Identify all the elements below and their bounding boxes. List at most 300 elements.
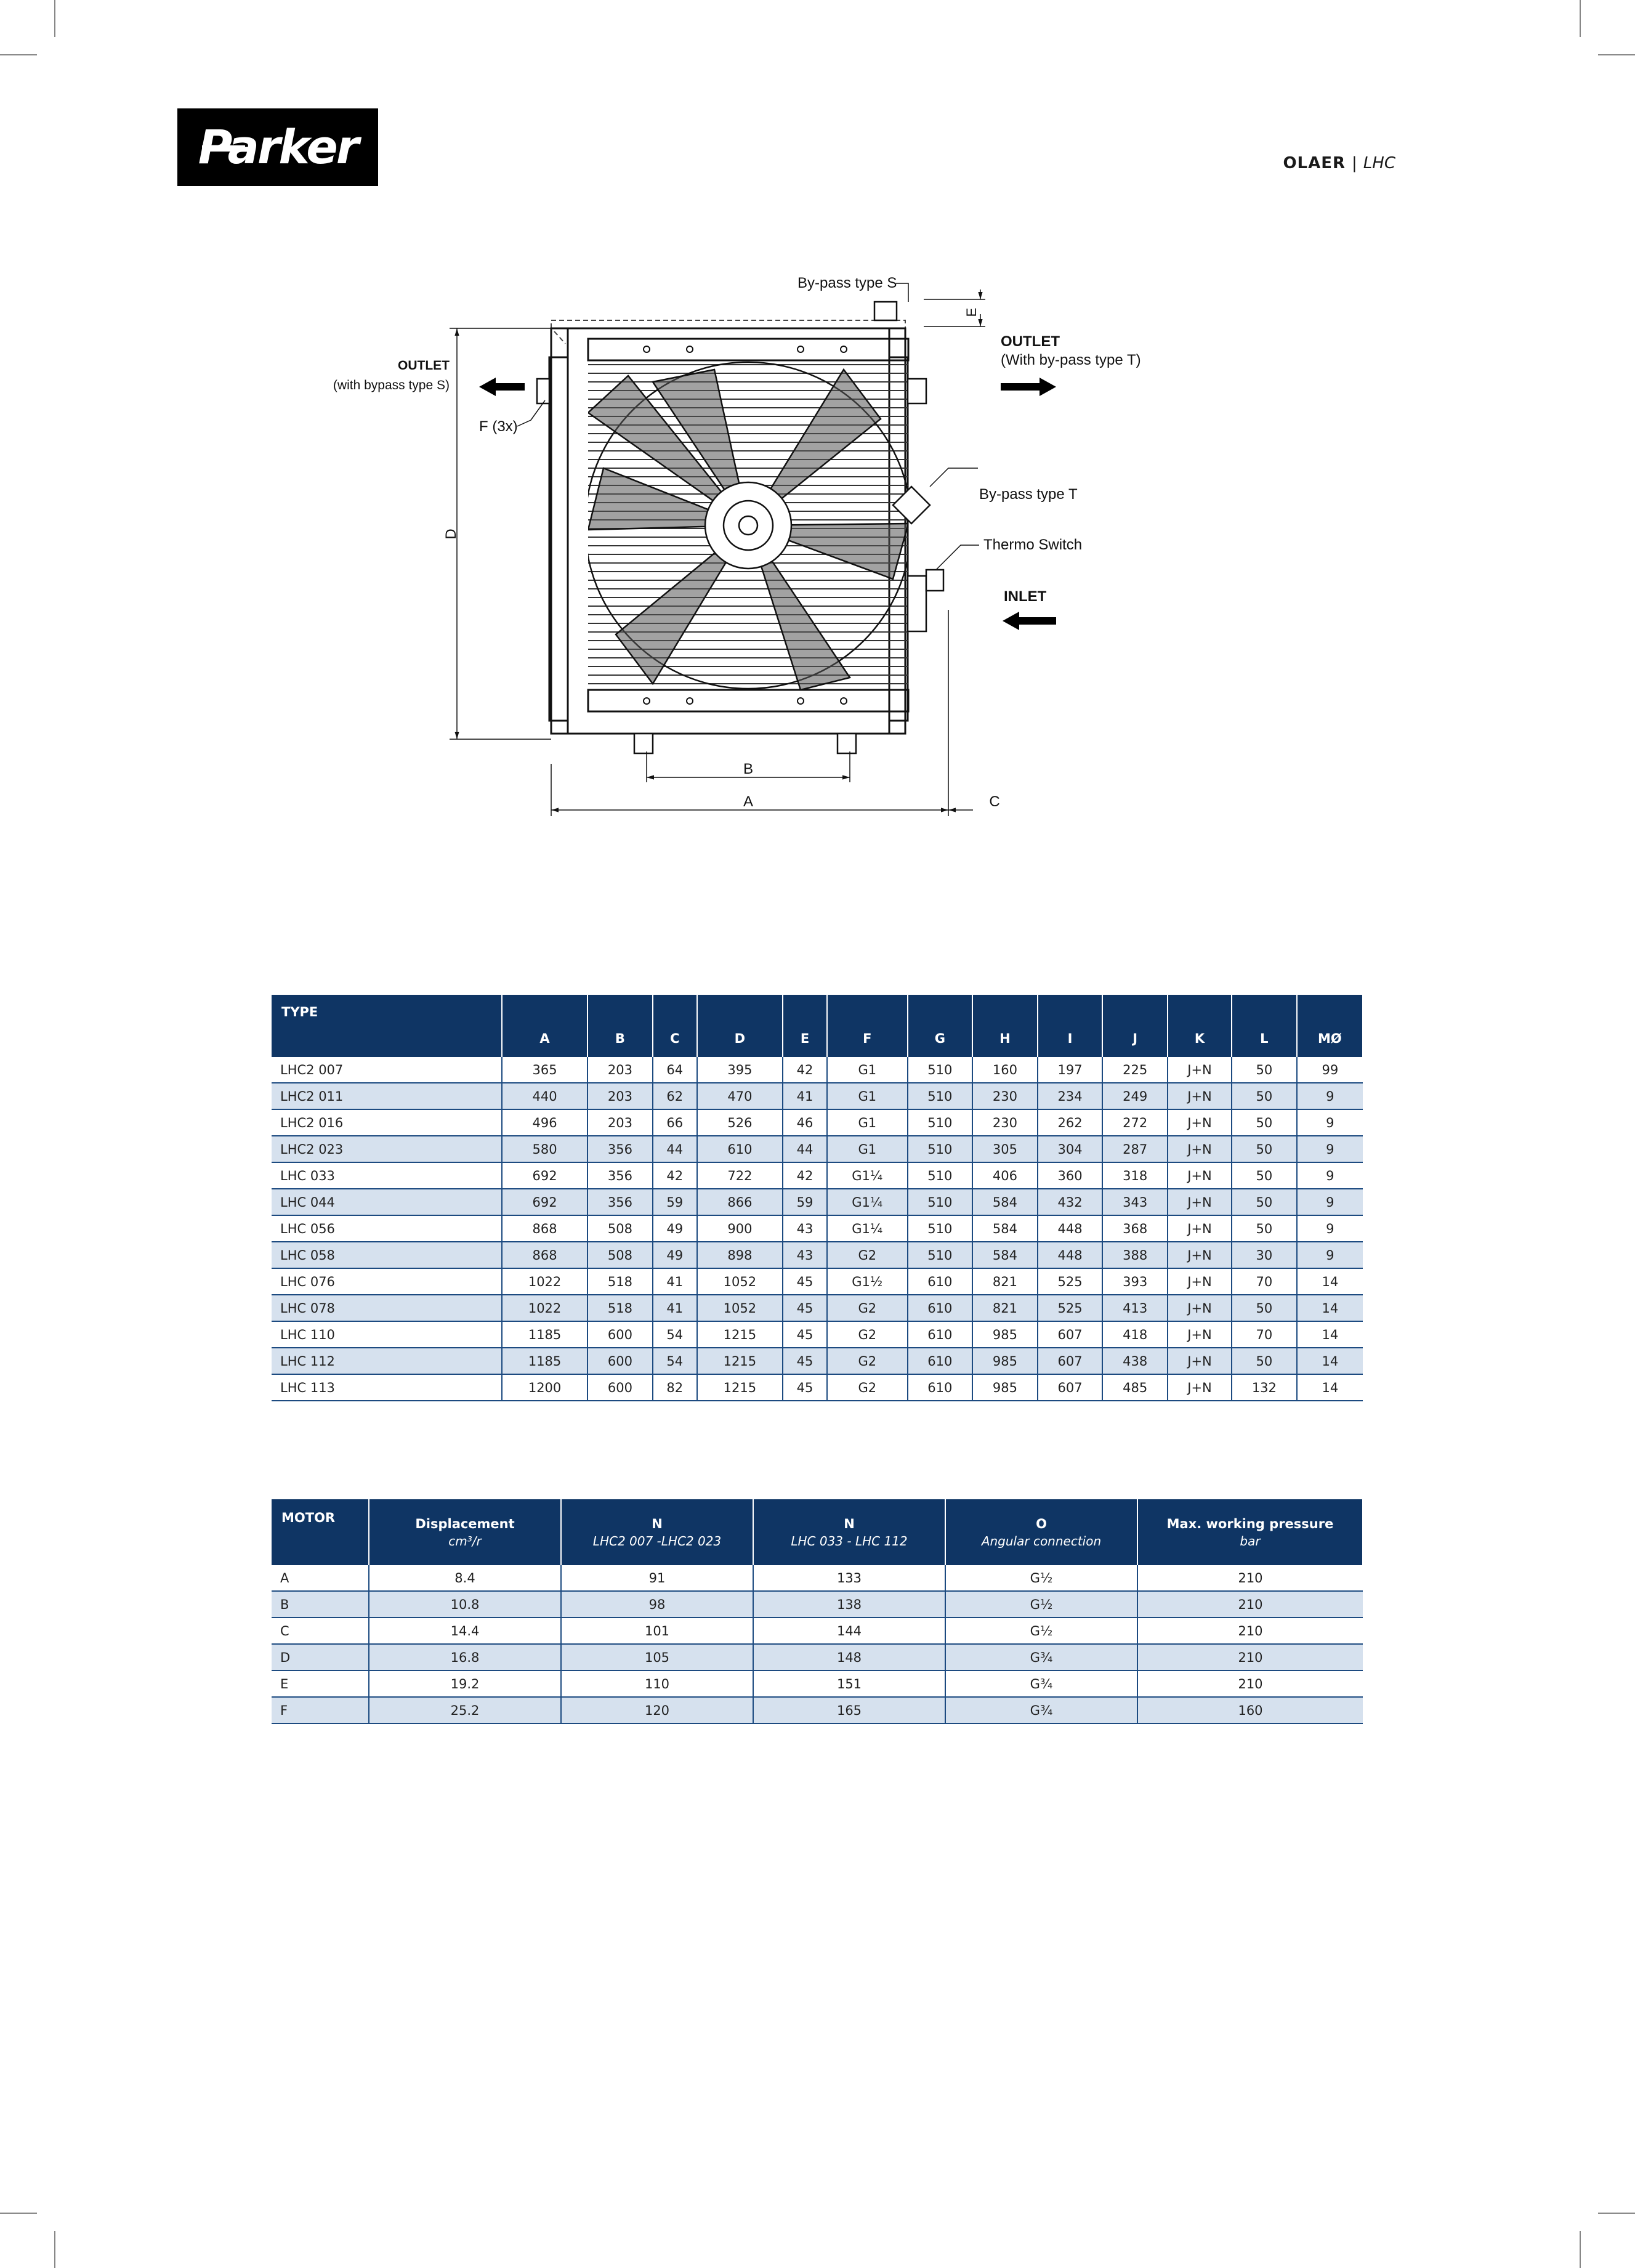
table-cell: G2	[827, 1348, 907, 1374]
table-cell: 496	[502, 1109, 587, 1136]
table-row	[272, 1697, 1363, 1723]
table-cell: 518	[587, 1268, 653, 1295]
table-cell: 203	[587, 1083, 653, 1109]
motor-table	[272, 1499, 1363, 1724]
table-cell: 82	[653, 1374, 697, 1401]
table-cell: 54	[653, 1321, 697, 1348]
table-cell: 105	[561, 1644, 753, 1671]
table-cell: 9	[1297, 1162, 1363, 1189]
table-cell: 510	[908, 1083, 973, 1109]
table-cell: G¾	[945, 1697, 1137, 1723]
table-cell: 580	[502, 1136, 587, 1162]
table-cell: 45	[783, 1348, 827, 1374]
table-cell: G2	[827, 1374, 907, 1401]
header-separator: |	[1352, 154, 1357, 172]
crop-mark	[1580, 2231, 1581, 2268]
table-cell: 42	[783, 1162, 827, 1189]
table-cell: 395	[697, 1057, 783, 1083]
table-cell: 722	[697, 1162, 783, 1189]
table-cell: 356	[587, 1136, 653, 1162]
table-cell: 448	[1038, 1215, 1103, 1242]
table-cell: 406	[972, 1162, 1038, 1189]
table-cell: J+N	[1168, 1162, 1232, 1189]
table-cell: G½	[945, 1565, 1137, 1591]
table-cell: 438	[1102, 1348, 1168, 1374]
table-cell: 110	[561, 1671, 753, 1697]
product-name: LHC	[1363, 154, 1395, 172]
table-cell: 14	[1297, 1295, 1363, 1321]
col-header-k: K	[1168, 995, 1232, 1057]
cooler-technical-drawing	[308, 259, 1141, 825]
table-cell: 99	[1297, 1057, 1363, 1083]
page-header	[1283, 154, 1395, 172]
dim-a-label: A	[743, 793, 754, 810]
col-header-f: F	[827, 995, 907, 1057]
table-cell: 900	[697, 1215, 783, 1242]
table-cell: 518	[587, 1295, 653, 1321]
inlet-label: INLET	[1004, 588, 1047, 605]
table-cell: J+N	[1168, 1295, 1232, 1321]
table-row	[272, 1109, 1363, 1136]
table-cell: 360	[1038, 1162, 1103, 1189]
table-cell: 230	[972, 1083, 1038, 1109]
col-header-sub: Angular connection	[981, 1533, 1102, 1549]
table-cell: 54	[653, 1348, 697, 1374]
outlet-left-sub: (with bypass type S)	[333, 378, 450, 392]
table-cell: 144	[753, 1618, 945, 1644]
table-cell: 210	[1137, 1644, 1363, 1671]
table-cell: 230	[972, 1109, 1038, 1136]
table-cell: 610	[908, 1321, 973, 1348]
inlet-arrow	[1003, 612, 1056, 630]
col-header-i: I	[1038, 995, 1103, 1057]
col-header-n1	[561, 1499, 753, 1565]
col-header-o	[945, 1499, 1137, 1565]
table-cell: 45	[783, 1295, 827, 1321]
table-cell: 1215	[697, 1374, 783, 1401]
table-row	[272, 1671, 1363, 1697]
table-cell: J+N	[1168, 1057, 1232, 1083]
table-cell: LHC 044	[272, 1189, 502, 1215]
table-cell: 866	[697, 1189, 783, 1215]
col-header-sub: cm³/r	[448, 1533, 482, 1549]
table-cell: 45	[783, 1374, 827, 1401]
table-cell: 610	[908, 1348, 973, 1374]
table-row	[272, 1242, 1363, 1268]
crop-mark	[0, 2213, 37, 2214]
table-cell: 10.8	[369, 1591, 561, 1618]
table-cell: 43	[783, 1242, 827, 1268]
table-cell: G1¼	[827, 1215, 907, 1242]
table-cell: 151	[753, 1671, 945, 1697]
table-cell: 898	[697, 1242, 783, 1268]
table-cell: 50	[1232, 1215, 1297, 1242]
col-header-e: E	[783, 995, 827, 1057]
table-row	[272, 1057, 1363, 1083]
col-header-motor	[272, 1499, 369, 1565]
table-cell: LHC2 023	[272, 1136, 502, 1162]
table-cell: A	[272, 1565, 369, 1591]
table-cell: G¾	[945, 1671, 1137, 1697]
bypass-t-label: By-pass type T	[979, 486, 1078, 503]
table-cell: 1185	[502, 1348, 587, 1374]
table-cell: 148	[753, 1644, 945, 1671]
col-header-b: B	[587, 995, 653, 1057]
table-cell: G1	[827, 1109, 907, 1136]
table-cell: 510	[908, 1109, 973, 1136]
col-header-title: N	[844, 1516, 855, 1531]
dim-b-label: B	[743, 761, 754, 777]
table-cell: 132	[1232, 1374, 1297, 1401]
table-cell: 318	[1102, 1162, 1168, 1189]
table-cell: 14	[1297, 1321, 1363, 1348]
table-cell: 234	[1038, 1083, 1103, 1109]
table-cell: 1022	[502, 1268, 587, 1295]
table-row	[272, 1591, 1363, 1618]
table-cell: 70	[1232, 1321, 1297, 1348]
table-cell: 9	[1297, 1215, 1363, 1242]
col-header-title: O	[1036, 1516, 1047, 1531]
table-row	[272, 1083, 1363, 1109]
table-cell: 165	[753, 1697, 945, 1723]
table-cell: 525	[1038, 1295, 1103, 1321]
col-header-a: A	[502, 995, 587, 1057]
crop-mark	[0, 54, 37, 55]
table-cell: 432	[1038, 1189, 1103, 1215]
table-cell: 14	[1297, 1348, 1363, 1374]
f-label: F (3x)	[479, 418, 518, 435]
table-cell: 203	[587, 1109, 653, 1136]
table-cell: 9	[1297, 1242, 1363, 1268]
table-cell: G½	[945, 1591, 1137, 1618]
logo-text: Parker	[198, 119, 358, 174]
table-cell: 50	[1232, 1162, 1297, 1189]
table-cell: 210	[1137, 1671, 1363, 1697]
table-cell: 610	[908, 1295, 973, 1321]
table-cell: D	[272, 1644, 369, 1671]
table-cell: 448	[1038, 1242, 1103, 1268]
table-cell: G1¼	[827, 1189, 907, 1215]
table-row	[272, 1136, 1363, 1162]
thermo-switch-label: Thermo Switch	[983, 537, 1083, 553]
table-cell: 16.8	[369, 1644, 561, 1671]
col-header-displacement	[369, 1499, 561, 1565]
table-cell: LHC 056	[272, 1215, 502, 1242]
table-cell: 46	[783, 1109, 827, 1136]
col-header-type: TYPE	[272, 995, 502, 1057]
table-cell: 510	[908, 1057, 973, 1083]
col-header-sub: LHC2 007 -LHC2 023	[592, 1533, 722, 1549]
table-cell: J+N	[1168, 1242, 1232, 1268]
table-cell: 985	[972, 1374, 1038, 1401]
table-cell: J+N	[1168, 1083, 1232, 1109]
table-cell: G1	[827, 1136, 907, 1162]
table-cell: 41	[783, 1083, 827, 1109]
table-cell: 225	[1102, 1057, 1168, 1083]
table-cell: 30	[1232, 1242, 1297, 1268]
dim-e-label: E	[964, 307, 979, 317]
outlet-right-arrow	[1001, 378, 1056, 396]
table-row	[272, 1644, 1363, 1671]
table-cell: 14	[1297, 1268, 1363, 1295]
parker-logo	[177, 108, 378, 186]
table-cell: C	[272, 1618, 369, 1644]
table-cell: 1185	[502, 1321, 587, 1348]
col-header-title: Max. working pressure	[1166, 1516, 1334, 1531]
table-cell: 610	[697, 1136, 783, 1162]
table-cell: 249	[1102, 1083, 1168, 1109]
table-cell: 210	[1137, 1618, 1363, 1644]
col-header-m: MØ	[1297, 995, 1363, 1057]
table-cell: 985	[972, 1348, 1038, 1374]
table-cell: 343	[1102, 1189, 1168, 1215]
table-cell: 49	[653, 1215, 697, 1242]
table-cell: 418	[1102, 1321, 1168, 1348]
bypass-s-label: By-pass type S	[797, 275, 897, 291]
col-header-title: N	[652, 1516, 663, 1531]
table-cell: 607	[1038, 1321, 1103, 1348]
table-cell: 1215	[697, 1321, 783, 1348]
motor-header-row	[272, 1499, 1363, 1565]
table-cell: 45	[783, 1268, 827, 1295]
table-cell: 305	[972, 1136, 1038, 1162]
table-cell: J+N	[1168, 1136, 1232, 1162]
table-cell: G1	[827, 1057, 907, 1083]
table-cell: 510	[908, 1215, 973, 1242]
outlet-left-arrow	[479, 378, 525, 396]
col-header-title: MOTOR	[281, 1510, 336, 1525]
table-cell: 1200	[502, 1374, 587, 1401]
table-cell: LHC 033	[272, 1162, 502, 1189]
table-cell: 160	[972, 1057, 1038, 1083]
table-cell: 510	[908, 1162, 973, 1189]
col-header-h: H	[972, 995, 1038, 1057]
table-cell: 64	[653, 1057, 697, 1083]
table-cell: G½	[945, 1618, 1137, 1644]
col-header-j: J	[1102, 995, 1168, 1057]
table-cell: LHC 076	[272, 1268, 502, 1295]
table-cell: 368	[1102, 1215, 1168, 1242]
table-cell: 1022	[502, 1295, 587, 1321]
table-cell: 393	[1102, 1268, 1168, 1295]
table-cell: 584	[972, 1189, 1038, 1215]
table-cell: 19.2	[369, 1671, 561, 1697]
table-cell: 607	[1038, 1348, 1103, 1374]
table-cell: 42	[783, 1057, 827, 1083]
table-cell: G1	[827, 1083, 907, 1109]
table-cell: 821	[972, 1295, 1038, 1321]
col-header-title: Displacement	[415, 1516, 515, 1531]
table-cell: 14.4	[369, 1618, 561, 1644]
table-cell: G¾	[945, 1644, 1137, 1671]
table-cell: 485	[1102, 1374, 1168, 1401]
table-cell: E	[272, 1671, 369, 1697]
table-cell: 50	[1232, 1109, 1297, 1136]
table-cell: 43	[783, 1215, 827, 1242]
table-cell: 388	[1102, 1242, 1168, 1268]
dimensions-table	[272, 995, 1363, 1401]
table-row	[272, 1618, 1363, 1644]
crop-mark	[1580, 0, 1581, 37]
table-row	[272, 1268, 1363, 1295]
table-cell: 262	[1038, 1109, 1103, 1136]
col-header-sub: bar	[1240, 1533, 1261, 1549]
col-header-g: G	[908, 995, 973, 1057]
table-cell: 133	[753, 1565, 945, 1591]
table-cell: 600	[587, 1321, 653, 1348]
col-header-d: D	[697, 995, 783, 1057]
table-cell: 9	[1297, 1136, 1363, 1162]
table-cell: 272	[1102, 1109, 1168, 1136]
table-cell: 91	[561, 1565, 753, 1591]
table-cell: 821	[972, 1268, 1038, 1295]
brand-name: OLAER	[1283, 154, 1346, 172]
table-cell: 1215	[697, 1348, 783, 1374]
table-cell: 14	[1297, 1374, 1363, 1401]
table-cell: 304	[1038, 1136, 1103, 1162]
table-cell: 610	[908, 1268, 973, 1295]
table-cell: 50	[1232, 1083, 1297, 1109]
table-cell: 98	[561, 1591, 753, 1618]
table-cell: 50	[1232, 1136, 1297, 1162]
table-cell: LHC 078	[272, 1295, 502, 1321]
table-cell: 356	[587, 1189, 653, 1215]
table-cell: 197	[1038, 1057, 1103, 1083]
crop-mark	[54, 0, 55, 37]
table-cell: G2	[827, 1321, 907, 1348]
table-cell: 525	[1038, 1268, 1103, 1295]
bypass-dashed-outline	[551, 320, 905, 344]
crop-mark	[54, 2231, 55, 2268]
table-cell: LHC 058	[272, 1242, 502, 1268]
table-cell: 584	[972, 1215, 1038, 1242]
table-row	[272, 1321, 1363, 1348]
table-cell: 203	[587, 1057, 653, 1083]
table-cell: 692	[502, 1189, 587, 1215]
col-header-sub: LHC 033 - LHC 112	[791, 1533, 908, 1549]
table-cell: 1052	[697, 1295, 783, 1321]
table-cell: 287	[1102, 1136, 1168, 1162]
table-cell: 59	[653, 1189, 697, 1215]
outlet-right-sub: (With by-pass type T)	[1001, 352, 1141, 368]
table-cell: 62	[653, 1083, 697, 1109]
table-row	[272, 1162, 1363, 1189]
motor-table-body	[272, 1565, 1363, 1723]
col-header-pressure	[1137, 1499, 1363, 1565]
table-cell: 365	[502, 1057, 587, 1083]
table-cell: 42	[653, 1162, 697, 1189]
table-cell: J+N	[1168, 1109, 1232, 1136]
table-row	[272, 1374, 1363, 1401]
table-cell: 607	[1038, 1374, 1103, 1401]
table-cell: 50	[1232, 1295, 1297, 1321]
dims-header-row	[272, 995, 1363, 1057]
table-cell: LHC 110	[272, 1321, 502, 1348]
table-cell: J+N	[1168, 1348, 1232, 1374]
table-cell: 600	[587, 1374, 653, 1401]
table-cell: LHC2 016	[272, 1109, 502, 1136]
outlet-right-title: OUTLET	[1001, 333, 1060, 350]
table-cell: 8.4	[369, 1565, 561, 1591]
table-cell: G2	[827, 1295, 907, 1321]
col-header-c: C	[653, 995, 697, 1057]
table-cell: 70	[1232, 1268, 1297, 1295]
table-cell: J+N	[1168, 1189, 1232, 1215]
table-cell: 508	[587, 1215, 653, 1242]
table-cell: LHC 112	[272, 1348, 502, 1374]
table-cell: 50	[1232, 1189, 1297, 1215]
table-cell: 356	[587, 1162, 653, 1189]
table-cell: G2	[827, 1242, 907, 1268]
table-cell: 66	[653, 1109, 697, 1136]
table-cell: 9	[1297, 1083, 1363, 1109]
table-cell: G1½	[827, 1268, 907, 1295]
table-cell: 510	[908, 1242, 973, 1268]
table-cell: B	[272, 1591, 369, 1618]
table-cell: 25.2	[369, 1697, 561, 1723]
dims-table-body	[272, 1057, 1363, 1401]
table-cell: 868	[502, 1215, 587, 1242]
table-cell: 50	[1232, 1057, 1297, 1083]
table-cell: 868	[502, 1242, 587, 1268]
table-row	[272, 1565, 1363, 1591]
col-header-l: L	[1232, 995, 1297, 1057]
table-cell: 160	[1137, 1697, 1363, 1723]
table-row	[272, 1189, 1363, 1215]
table-cell: 210	[1137, 1591, 1363, 1618]
table-cell: 101	[561, 1618, 753, 1644]
table-cell: LHC2 007	[272, 1057, 502, 1083]
table-row	[272, 1215, 1363, 1242]
table-row	[272, 1348, 1363, 1374]
table-cell: 59	[783, 1189, 827, 1215]
table-cell: 610	[908, 1374, 973, 1401]
table-cell: J+N	[1168, 1268, 1232, 1295]
outlet-left-title: OUTLET	[398, 358, 450, 373]
table-cell: 138	[753, 1591, 945, 1618]
table-cell: 526	[697, 1109, 783, 1136]
crop-mark	[1598, 2213, 1635, 2214]
dim-d-label: D	[443, 529, 459, 540]
table-cell: 985	[972, 1321, 1038, 1348]
table-cell: 41	[653, 1295, 697, 1321]
table-cell: J+N	[1168, 1321, 1232, 1348]
table-cell: 692	[502, 1162, 587, 1189]
table-cell: LHC2 011	[272, 1083, 502, 1109]
table-cell: J+N	[1168, 1215, 1232, 1242]
table-cell: 45	[783, 1321, 827, 1348]
table-cell: 584	[972, 1242, 1038, 1268]
table-row	[272, 1295, 1363, 1321]
crop-mark	[1598, 54, 1635, 55]
table-cell: 510	[908, 1136, 973, 1162]
table-cell: LHC 113	[272, 1374, 502, 1401]
table-cell: 49	[653, 1242, 697, 1268]
table-cell: F	[272, 1697, 369, 1723]
table-cell: J+N	[1168, 1374, 1232, 1401]
table-cell: 508	[587, 1242, 653, 1268]
table-cell: G1¼	[827, 1162, 907, 1189]
table-cell: 413	[1102, 1295, 1168, 1321]
table-cell: 9	[1297, 1109, 1363, 1136]
table-cell: 50	[1232, 1348, 1297, 1374]
table-cell: 1052	[697, 1268, 783, 1295]
table-cell: 9	[1297, 1189, 1363, 1215]
table-cell: 210	[1137, 1565, 1363, 1591]
table-cell: 440	[502, 1083, 587, 1109]
table-cell: 600	[587, 1348, 653, 1374]
table-cell: 470	[697, 1083, 783, 1109]
